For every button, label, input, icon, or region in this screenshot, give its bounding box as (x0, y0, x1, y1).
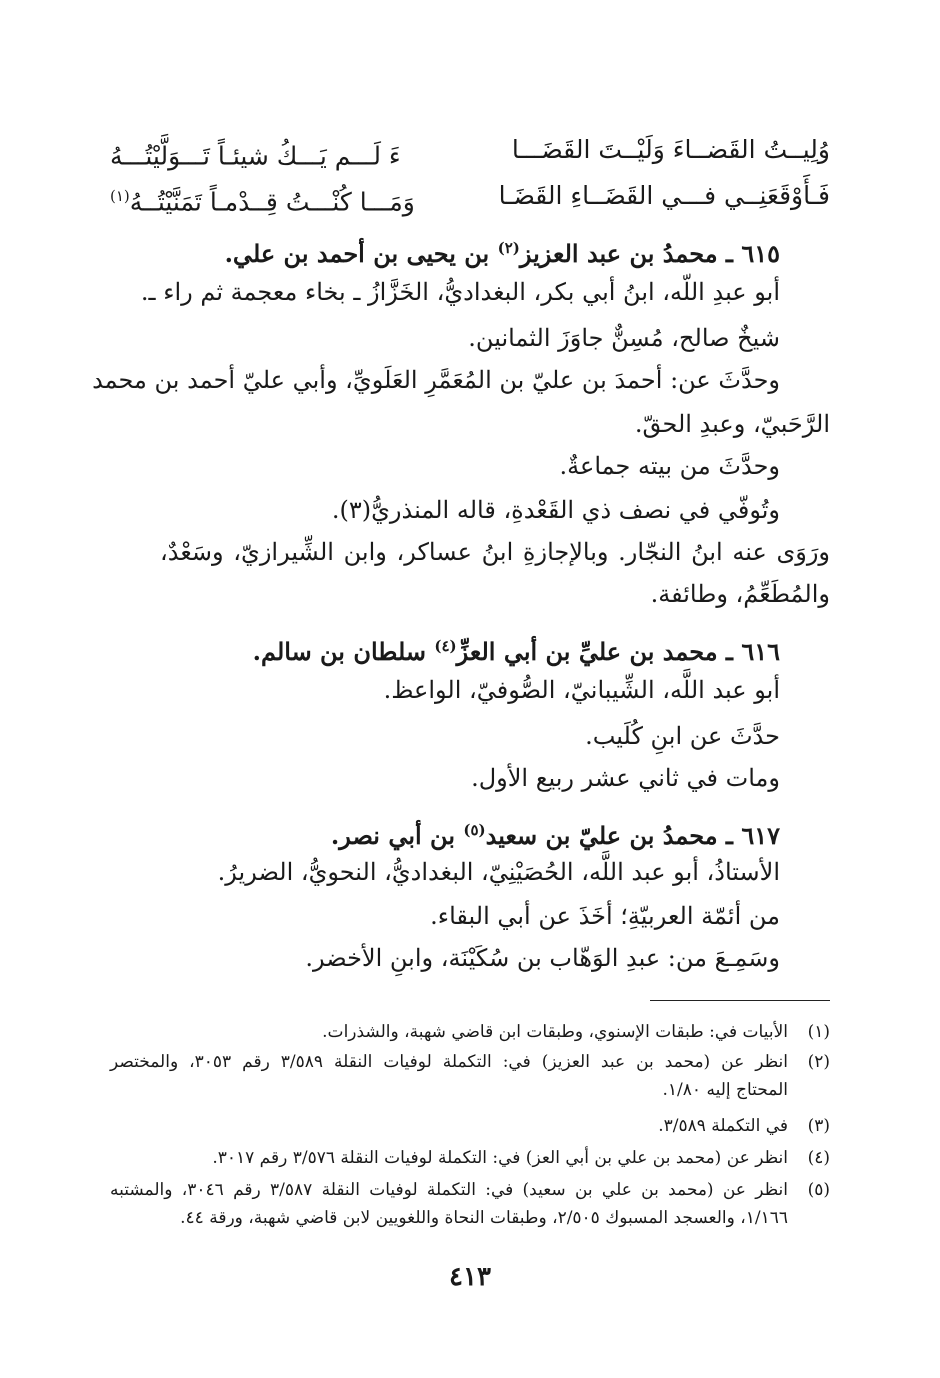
verse-first-hemistich: وُلِيــتُ القَضــاءَ وَلَيْــتَ القَضَـــا (511, 135, 830, 164)
entry-text-line: وحدَّثَ من بيته جماعةٌ. (559, 452, 780, 480)
footnote-3 (110, 1112, 830, 1140)
verse-line-1 (110, 128, 830, 172)
footnote-2 (110, 1048, 830, 1104)
entry-text-line: أبو عبدِ اللّه، ابنُ أبي بكر، البغداديُّ، الخَزَّازُ ـ بخاء معجمة ثم راء ـ. (140, 278, 780, 306)
footnote-separator (650, 1000, 830, 1001)
footnote-number: (٢) (807, 1052, 830, 1072)
entry-text-line: ورَوَى عنه ابنُ النجّار. وبالإجازةِ ابنُ عساكر، وابن الشِّيرازيّ، وسَعْدٌ، (160, 538, 831, 566)
footnote-text-continued: المحتاج إليه ١/٨٠. (662, 1080, 788, 1100)
entry-text-line: وحدَّثَ عن: أحمدَ بن عليّ بن المُعَمَّرِ العَلَويِّ، وأبي عليّ أحمد بن محمد (92, 366, 780, 394)
entry-text-line: شيخٌ صالح، مُسِنٌّ جاوَزَ الثمانين. (468, 324, 780, 352)
footnote-marker: (٥) (463, 821, 486, 839)
footnote-number: (٤) (807, 1148, 830, 1168)
footnote-text-continued: ١/١٦٦، والعسجد المسبوك ٢/٥٠٥، وطبقات النحاة واللغويين لابن قاضي شهبة، ورقة ٤٤. (180, 1208, 788, 1228)
verse-first-hemistich: فَـأَوْقَعَنِــي فـــي القَضَــاءِ القَضَـا (498, 181, 830, 210)
verse-second-hemistich: وَمَـــا كُنْـــتُ قِــدْمـاً تَمَنَّيْتُــهُ$^{(١)}$ (110, 187, 415, 217)
footnote-text: انظر عن (محمد بن عبد العزيز) في: التكملة لوفيات النقلة ٣/٥٨٩ رقم ٣٠٥٣، والمختصر (110, 1052, 788, 1072)
footnote-text: انظر عن (محمد بن علي بن أبي العز) في: التكملة لوفيات النقلة ٣/٥٧٦ رقم ٣٠١٧. (212, 1148, 788, 1168)
entry-text-line: ومات في ثاني عشر ربيع الأول. (471, 764, 780, 792)
footnote-text: انظر عن (محمد بن علي بن سعيد) في: التكملة لوفيات النقلة ٣/٥٨٧ رقم ٣٠٤٦، والمشتبه (110, 1180, 788, 1200)
entry-text-line: أبو عبد اللَّه، الشِّيبانيّ، الصُّوفيّ، الواعظ. (383, 676, 780, 704)
footnote-marker: (٤) (434, 637, 457, 655)
footnote-5 (110, 1176, 830, 1232)
footnote-text: الأبيات في: طبقات الإسنوي، وطبقات ابن قاضي شهبة، والشذرات. (322, 1022, 788, 1042)
verse-second-hemistich: ءَ لَـــم يَـــكُ شيئـاً تَـــوَلَّيْتُـــهُ (110, 141, 401, 171)
entry-text-line: حدَّثَ عن ابنِ كُلَيب. (585, 722, 780, 750)
entry-text-line: من أئمّة العربيّةِ؛ أخَذَ عن أبي البقاء. (430, 902, 780, 930)
entry-heading-616: ٦١٦ ـ محمد بن عليِّ بن أبي العزِّ$^{(٤)}$ سلطان بن سالم. (252, 637, 780, 666)
footnote-4 (110, 1144, 830, 1172)
entry-text-line: وتُوفّي في نصف ذي القَعْدةِ، قاله المنذريُّ(٣). (331, 496, 780, 524)
footnote-number: (٣) (807, 1116, 830, 1136)
entry-text-line: الرَّحَبيّ، وعبدِ الحقّ. (634, 410, 830, 438)
verse-line-2 (110, 174, 830, 218)
entry-text-line: والمُطَعِّمُ، وطائفة. (650, 580, 830, 608)
footnote-1 (110, 1018, 830, 1046)
footnote-marker: (١) (110, 187, 130, 205)
footnote-text: في التكملة ٣/٥٨٩. (658, 1116, 788, 1136)
footnote-number: (٥) (807, 1180, 830, 1200)
page-number: ٤١٣ (449, 1262, 491, 1292)
entry-heading-615: ٦١٥ ـ محمدُ بن عبد العزيز$^{(٢)}$ بن يحيى بن أحمد بن علي. (224, 239, 780, 268)
entry-text-line: الأستاذُ، أبو عبد اللَّه، الحُصَيْنِيّ، البغداديُّ، النحويُّ، الضريرُ. (217, 858, 780, 886)
footnote-marker: (٢) (497, 239, 520, 257)
footnote-number: (١) (807, 1022, 830, 1042)
entry-heading-617: ٦١٧ ـ محمدُ بن عليّ بن سعيد$^{(٥)}$ بن أبي نصر. (330, 821, 780, 850)
entry-text-line: وسَمِـعَ من: عبدِ الوَهّاب بن سُكَيْنَة، وابنِ الأخضر. (305, 944, 780, 972)
